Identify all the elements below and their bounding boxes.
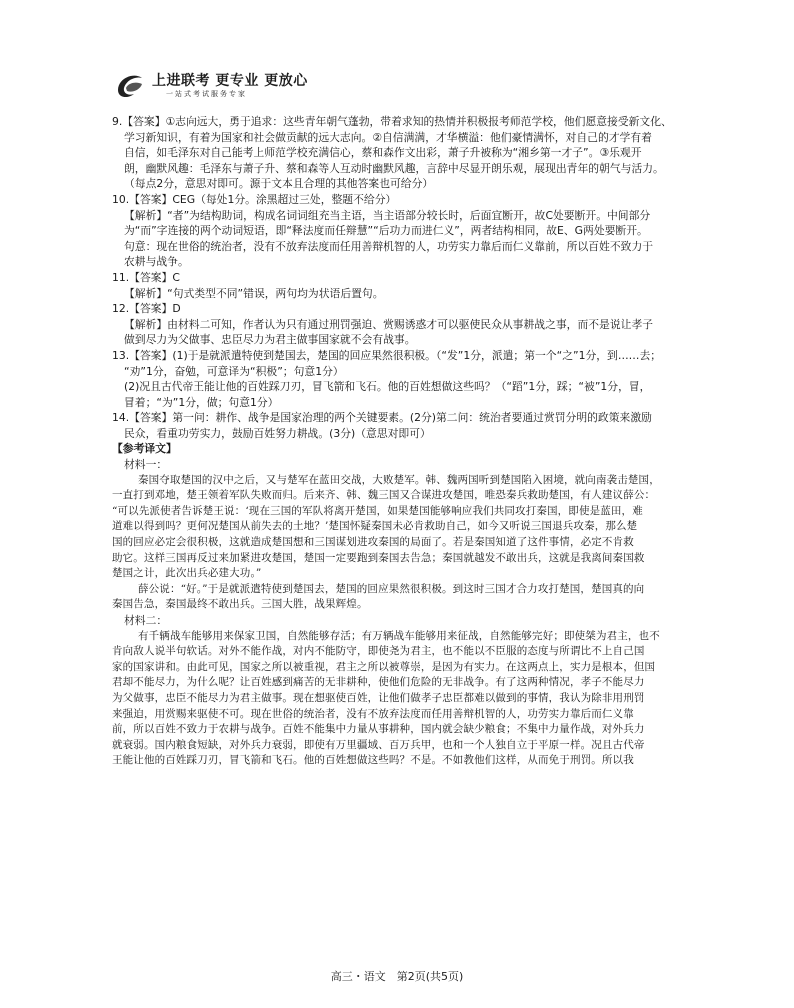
text-line: 材料一： <box>124 458 168 472</box>
logo-title: 上进联考 更专业 更放心 <box>152 73 308 89</box>
text-line: (2)况且古代帝王能让他的百姓踩刀刃，冒飞箭和飞石。他的百姓想做这些吗？（“蹈”1分，踩；“被”1分，冒， <box>124 380 651 394</box>
text-line: 朗，幽默风趣：毛泽东与萧子升、蔡和森等人互动时幽默风趣，言辞中尽显开朗乐观，展现出青年的朝气与活力。 <box>124 161 664 175</box>
text-line: 君却不能尽力，为什么呢？让百姓感到痛苦的无非耕种，使他们危险的无非战争。有了这两种情况，孝子不能尽力 <box>112 676 645 689</box>
text-line: 王能让他的百姓踩刀刃，冒飞箭和飞石。他的百姓想做这些吗？不是。不如教他们这样，从而免于刑罚。所以我 <box>112 754 634 767</box>
text-line: 助它。这样三国再反过来加紧进攻楚国，楚国一定要跑到秦国去告急；秦国就越发不敢出兵，这就是我离间秦国救 <box>112 551 645 564</box>
text-line: 楚国之计，此次出兵必建大功。” <box>112 567 262 580</box>
text-line: 道难以得到吗？更何况楚国从前失去的土地？’楚国怀疑秦国未必肯救助自己，如今又听说三国退兵攻秦，那么楚 <box>112 520 638 533</box>
text-line: 就衰弱。国内粮食短缺，对外兵力衰弱，即使有万里疆域、百万兵甲，也和一个人独自立于平原一样。况且古代帝 <box>112 738 645 751</box>
text-line: 家的国家讲和。由此可见，国家之所以被重视，君主之所以被尊崇，是因为有实力。在这两点上，实力是根本，但国 <box>112 660 656 673</box>
text-line: “可以先派使者告诉楚王说：‘现在三国的军队将离开楚国，如果楚国能够响应我们共同攻打秦国，即使是蓝田，难 <box>112 504 643 517</box>
publisher-logo <box>112 68 312 104</box>
text-line: 9.【答案】①志向远大，勇于追求：这些青年朝气蓬勃，带着求知的热情并积极报考师范学校，他们愿意接受新文化、 <box>112 115 672 128</box>
text-line: 12.【答案】D <box>112 302 181 316</box>
text-line: 为父做事，忠臣不能尽力为君主做事。现在想驱使百姓，让他们做孝子忠臣都难以做到的事情，我认为除非用刑罚 <box>112 691 645 704</box>
text-line: 14.【答案】第一问：耕作、战争是国家治理的两个关键要素。(2分)第二问：统治者要通过赏罚分明的政策来激励 <box>112 411 652 425</box>
text-line: 为“而”字连接的两个动词短语，即“释法度而任辩慧”“后功力而进仁义”，两者结构相同，故E、G两处要断开。 <box>124 224 648 238</box>
text-line: 冒着；“为”1分，做；句意1分） <box>124 395 279 409</box>
text-line: 前，所以百姓不致力于农耕与战争。百姓不能集中力量从事耕种，国内就会缺少粮食；不集中力量作战，对外兵力 <box>112 723 645 736</box>
text-line: 薛公说：“好。”于是就派遣特使到楚国去，楚国的回应果然很积极。到这时三国才合力攻打楚国，楚国真的向 <box>138 582 645 595</box>
text-line: 自信，如毛泽东对自己能考上师范学校充满信心，蔡和森作文出彩，萧子升被称为“湘乡第一才子”。③乐观开 <box>124 146 642 160</box>
text-line: 肯向敌人说半句软话。对外不能作战，对内不能防守，即使尧为君主，也不能以不臣服的态度与所谓比不上自己国 <box>112 645 645 658</box>
text-line: （每点2分，意思对即可。源于文本且合理的其他答案也可给分） <box>124 177 434 191</box>
text-line: 【参考译文】 <box>112 442 177 456</box>
text-line: 来强迫，用赏赐来驱使不可。现在世俗的统治者，没有不放弃法度而任用善辩机智的人，功劳实力靠后而仁义靠 <box>112 707 634 720</box>
text-line: 学习新知识，有着为国家和社会做贡献的远大志向。②自信满满，才华横溢：他们豪情满怀，对自己的才学有着 <box>124 130 652 144</box>
text-line: 农耕与战争。 <box>124 255 189 269</box>
text-line: 一直打到邓地，楚王领着军队失败而归。后来齐、韩、魏三国又合谋进攻楚国，唯恐秦兵救助楚国，有人建议薛公： <box>112 489 656 502</box>
text-line: 秦国告急，秦国最终不敢出兵。三国大胜，战果辉煌。 <box>112 598 368 611</box>
text-line: “劝”1分，奋勉，可意译为“积极”；句意1分） <box>124 364 344 378</box>
page-footer: 高三・语文 第2页(共5页) <box>330 970 464 983</box>
text-line: 材料二： <box>124 614 168 627</box>
text-line: 句意：现在世俗的统治者，没有不放弃法度而任用善辩机智的人，功劳实力靠后而仁义靠前，所以百姓不致力于 <box>124 239 654 253</box>
answer-content <box>112 114 700 769</box>
text-line: 【解析】“者”为结构助词，构成名词词组充当主语，当主语部分较长时，后面宜断开，故C处要断开。中间部分 <box>124 208 651 222</box>
text-line: 秦国夺取楚国的汉中之后，又与楚军在蓝田交战，大败楚军。韩、魏两国听到楚国陷入困境，就向南袭击楚国， <box>138 473 660 486</box>
text-line: 【解析】由材料二可知，作者认为只有通过刑罚强迫、赏赐诱惑才可以驱使民众从事耕战之事，而不是说让孝子 <box>124 317 654 331</box>
text-line: 13.【答案】(1)于是就派遣特使到楚国去，楚国的回应果然很积极。（“发”1分，派遣；第一个“之”1分，到……去； <box>112 348 662 362</box>
text-line: 国的回应必定会很积极，这就造成楚国想和三国谋划进攻秦国的局面了。若是秦国知道了这件事情，必定不肯救 <box>112 536 634 549</box>
logo-subtitle: 一站式考试服务专家 <box>166 90 247 98</box>
text-line: 民众，看重功劳实力，鼓励百姓努力耕战。(3分)（意思对即可） <box>124 426 431 440</box>
text-line: 做到尽力为父做事、忠臣尽力为君主做事国家就不会有战事。 <box>124 333 416 347</box>
swirl-logo-icon <box>112 68 148 104</box>
text-line: 有千辆战车能够用来保家卫国，自然能够存活；有万辆战车能够用来征战，自然能够完好；即使桀为君主，也不 <box>138 629 660 642</box>
text-line: 11.【答案】C <box>112 270 180 284</box>
text-line: 【解析】“句式类型不同”错误，两句均为状语后置句。 <box>124 286 384 300</box>
text-line: 10.【答案】CEG（每处1分。涂黑超过三处，整题不给分） <box>112 192 397 206</box>
